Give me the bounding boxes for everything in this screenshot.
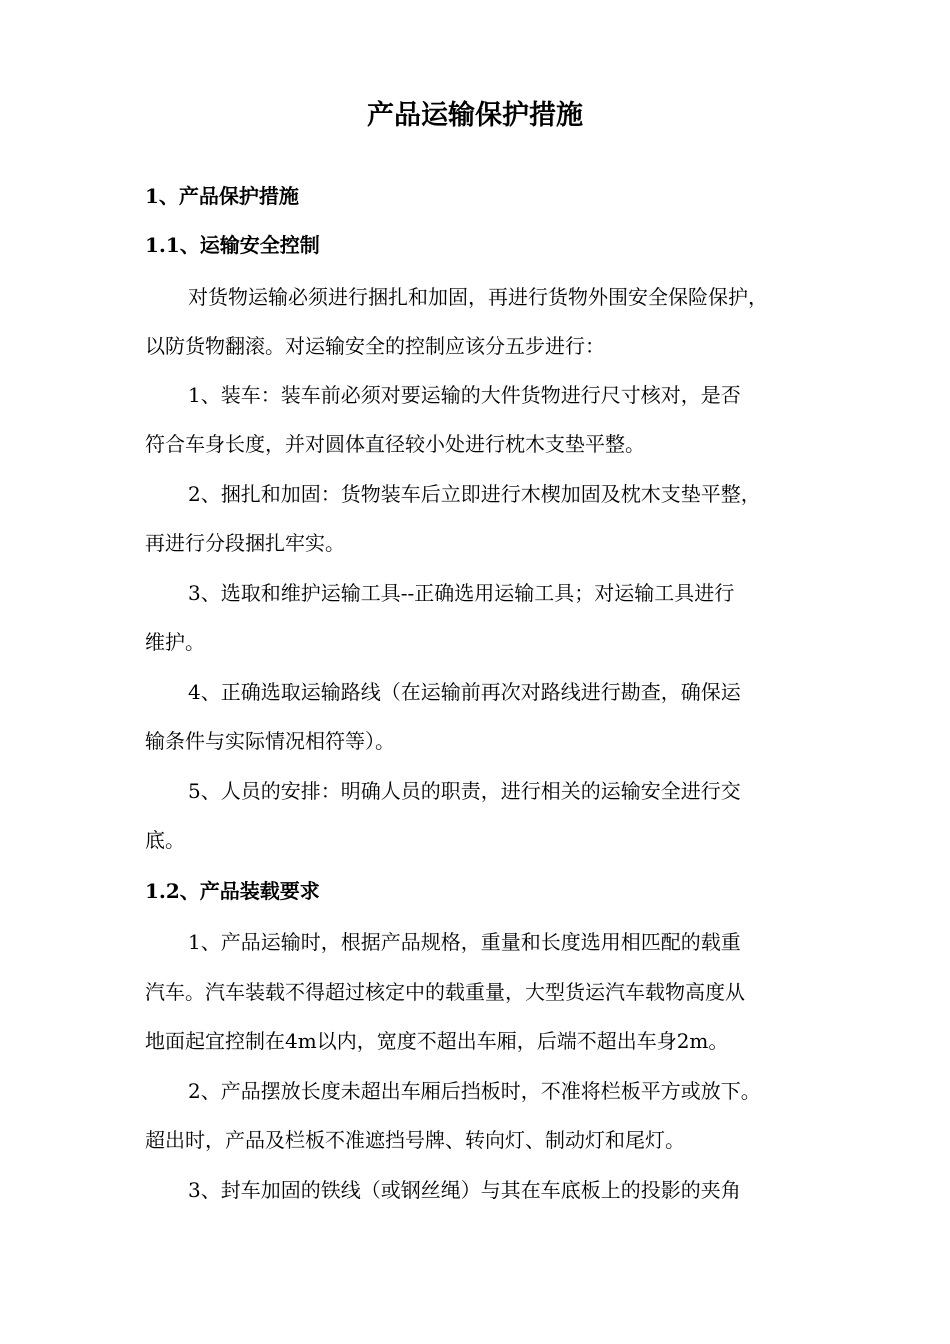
paragraph-line: 超出时，产品及栏板不准遮挡号牌、转向灯、制动灯和尾灯。	[145, 1128, 685, 1152]
paragraph-line: 底。	[145, 828, 185, 852]
paragraph-line: 符合车身长度，并对圆体直径较小处进行枕木支垫平整。	[145, 432, 645, 456]
page-title: 产品运输保护措施	[367, 100, 583, 131]
paragraph-line: 4、正确选取运输路线（在运输前再次对路线进行勘查，确保运	[188, 680, 741, 704]
paragraph-line: 3、选取和维护运输工具--正确选用运输工具；对运输工具进行	[188, 581, 735, 605]
section-heading-1: 1、产品保护措施	[145, 184, 299, 208]
paragraph-line: 地面起宜控制在4m以内，宽度不超出车厢，后端不超出车身2m。	[145, 1029, 729, 1053]
paragraph-line: 2、捆扎和加固：货物装车后立即进行木楔加固及枕木支垫平整，	[188, 482, 761, 506]
paragraph-line: 对货物运输必须进行捆扎和加固，再进行货物外围安全保险保护，	[188, 285, 768, 309]
paragraph-line: 1、装车：装车前必须对要运输的大件货物进行尺寸核对，是否	[188, 383, 741, 407]
paragraph-line: 再进行分段捆扎牢实。	[145, 531, 345, 555]
paragraph-line: 1、产品运输时，根据产品规格，重量和长度选用相匹配的载重	[188, 930, 741, 954]
paragraph-line: 3、封车加固的铁线（或钢丝绳）与其在车底板上的投影的夹角	[188, 1178, 741, 1202]
paragraph-line: 以防货物翻滚。对运输安全的控制应该分五步进行：	[145, 334, 605, 358]
paragraph-line: 汽车。汽车装载不得超过核定中的载重量，大型货运汽车载物高度从	[145, 980, 745, 1004]
section-heading-1-1: 1.1、运输安全控制	[145, 233, 320, 257]
paragraph-line: 5、人员的安排：明确人员的职责，进行相关的运输安全进行交	[188, 779, 741, 803]
paragraph-line: 2、产品摆放长度未超出车厢后挡板时，不准将栏板平方或放下。	[188, 1079, 761, 1103]
paragraph-line: 维护。	[145, 630, 205, 654]
section-heading-1-2: 1.2、产品装载要求	[145, 879, 320, 903]
paragraph-line: 输条件与实际情况相符等）。	[145, 729, 395, 753]
